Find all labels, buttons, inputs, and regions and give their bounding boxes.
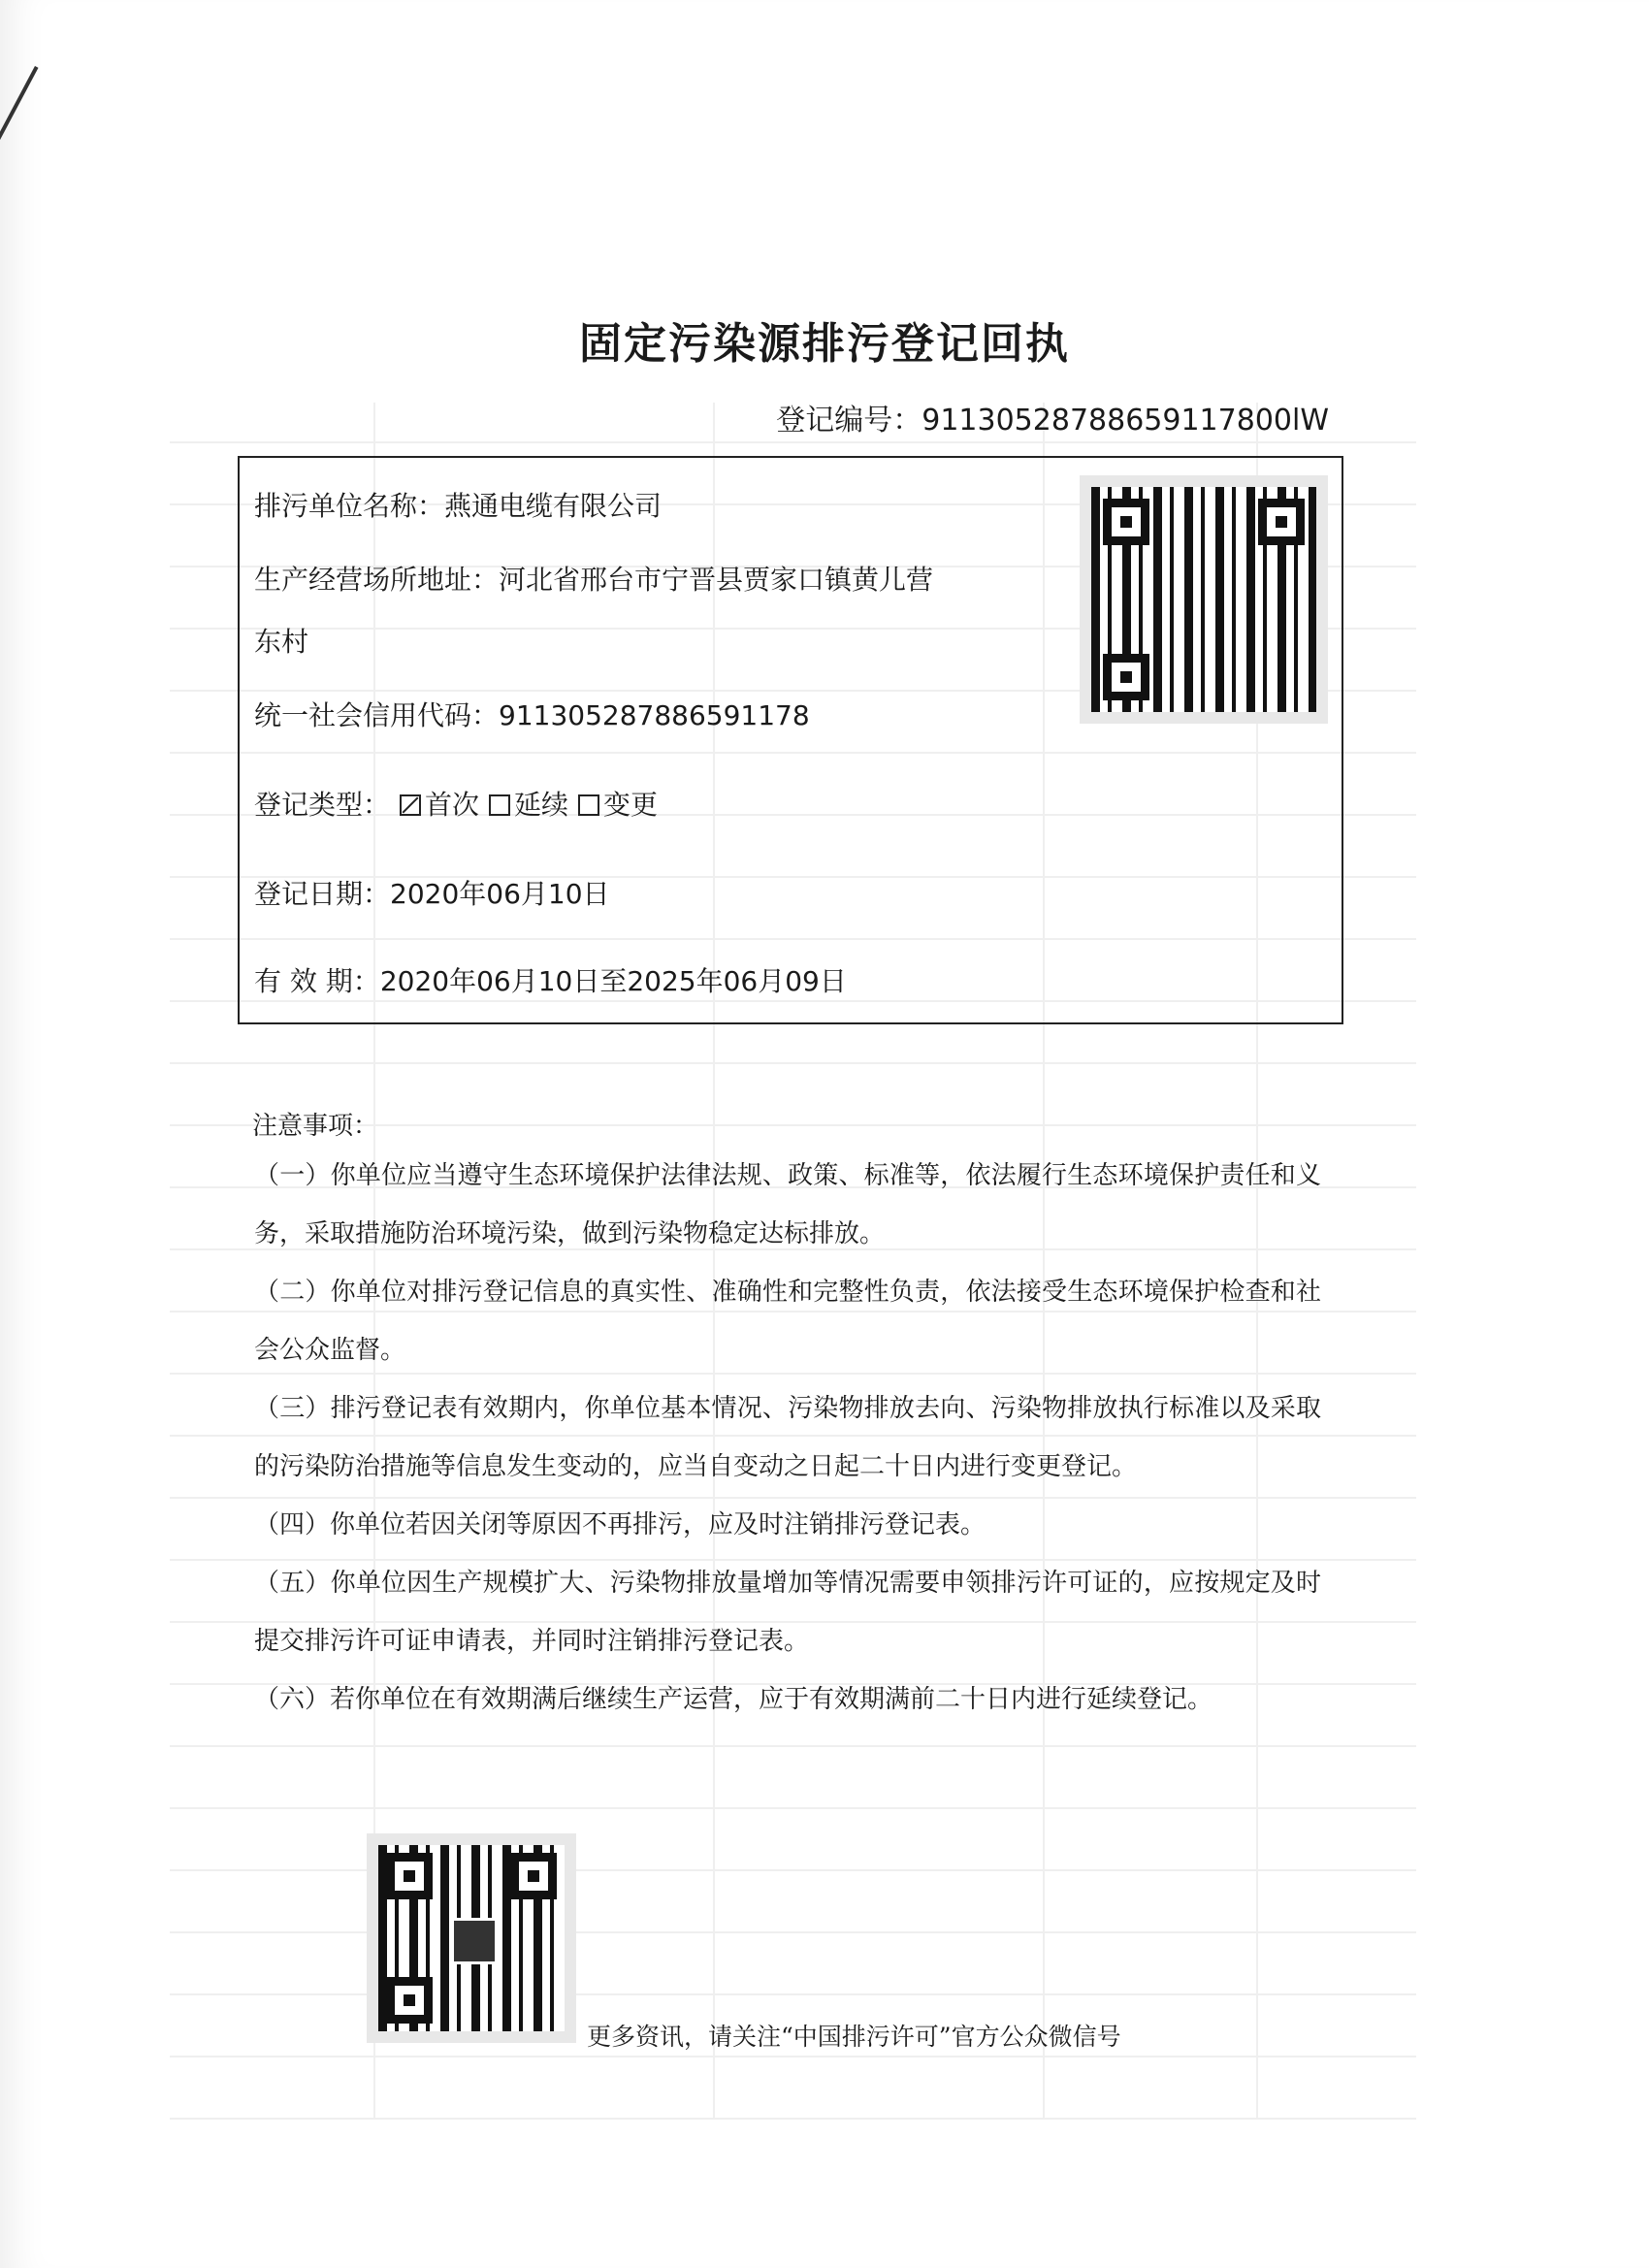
qr-finder-top-left — [1103, 499, 1149, 545]
wechat-logo-icon — [451, 1918, 498, 1964]
wechat-qr-finder-top-right — [510, 1853, 557, 1899]
credit-code-label: 统一社会信用代码： — [254, 699, 500, 731]
credit-code-line — [254, 695, 810, 733]
checkbox-first-checked-icon — [400, 794, 421, 816]
registration-date-line — [254, 873, 610, 912]
qr-finder-bottom-left — [1103, 654, 1149, 700]
registration-type-line — [254, 784, 658, 823]
wechat-qr-finder-bottom-left — [386, 1977, 433, 2024]
qr-code-icon — [1080, 475, 1328, 724]
validity-label: 有 效 期： — [254, 965, 380, 997]
notes-heading: 注意事项： — [252, 1112, 379, 1141]
page-title: 固定污染源排污登记回执 — [579, 319, 1070, 369]
registration-date-value: 2020年06月10日 — [390, 878, 610, 910]
registration-info-box — [238, 456, 1343, 1024]
note-item-5: （五）你单位因生产规模扩大、污染物排放量增加等情况需要申领排污许可证的，应按规定及时提交排污许可证申请表，并同时注销排污登记表。 — [254, 1569, 1321, 1656]
address-line — [254, 559, 933, 598]
registration-type-first: 首次 — [425, 789, 480, 821]
unit-name-value: 燕通电缆有限公司 — [444, 490, 663, 522]
validity-line — [254, 960, 847, 999]
registration-type-renewal: 延续 — [514, 789, 569, 821]
address-value-line2: 东村 — [254, 626, 309, 658]
note-item-3: （三）排污登记表有效期内，你单位基本情况、污染物排放去向、污染物排放执行标准以及采取的污染防治措施等信息发生变动的，应当自变动之日起二十日内进行变更登记。 — [254, 1394, 1321, 1481]
note-item-4: （四）你单位若因关闭等原因不再排污，应及时注销排污登记表。 — [254, 1510, 986, 1539]
address-continuation — [254, 621, 308, 660]
qr-finder-top-right — [1258, 499, 1305, 545]
registration-number-label: 登记编号： — [776, 404, 922, 437]
note-item-6: （六）若你单位在有效期满后继续生产运营，应于有效期满前二十日内进行延续登记。 — [254, 1685, 1213, 1714]
registration-type-change: 变更 — [603, 789, 659, 821]
checkbox-change-icon — [578, 794, 599, 816]
registration-date-label: 登记日期： — [254, 878, 391, 910]
checkbox-renewal-icon — [489, 794, 510, 816]
unit-name-line — [254, 485, 662, 524]
wechat-qr-code-icon — [367, 1833, 576, 2043]
credit-code-value: 911305287886591178 — [499, 699, 810, 731]
note-item-1: （一）你单位应当遵守生态环境保护法律法规、政策、标准等，依法履行生态环境保护责任和义务，采取措施防治环境污染，做到污染物稳定达标排放。 — [254, 1161, 1321, 1248]
wechat-qr-finder-top-left — [386, 1853, 433, 1899]
registration-number-value: 91130528788659117800lW — [922, 404, 1329, 437]
registration-type-label: 登记类型： — [254, 789, 391, 821]
unit-name-label: 排污单位名称： — [254, 490, 445, 522]
address-label: 生产经营场所地址： — [254, 564, 500, 596]
address-value-line1: 河北省邢台市宁晋县贾家口镇黄儿营 — [499, 564, 934, 596]
pen-mark — [0, 66, 39, 146]
note-item-2: （二）你单位对排污登记信息的真实性、准确性和完整性负责，依法接受生态环境保护检查和社会公众监督。 — [254, 1278, 1321, 1365]
validity-value: 2020年06月10日至2025年06月09日 — [379, 965, 847, 997]
registration-number — [776, 396, 1329, 438]
follow-wechat-text: 更多资讯，请关注“中国排污许可”官方公众微信号 — [587, 2023, 1121, 2051]
